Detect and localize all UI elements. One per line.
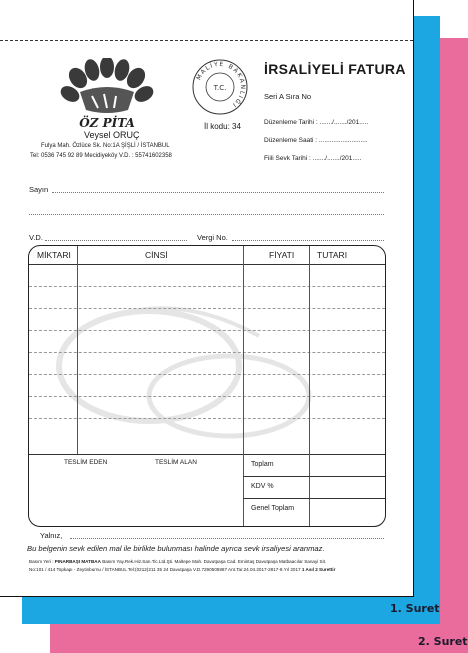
watermark-pita-icon — [29, 246, 385, 526]
received-by-label: TESLİM ALAN — [155, 459, 197, 466]
perforation-line — [0, 40, 413, 41]
table-row[interactable] — [29, 352, 385, 353]
issue-time-field[interactable]: Düzenleme Saati : ........................... — [264, 137, 368, 144]
customer-name-label: Sayın — [29, 185, 49, 194]
province-code: İl kodu: 34 — [204, 122, 241, 131]
vat-label: KDV % — [251, 483, 274, 490]
tax-office-field[interactable] — [45, 240, 187, 241]
amount-in-words-label: Yalnız, — [40, 531, 63, 540]
printer-info-line1: Basım Yeri : PINARBAŞI MATBAA Basım Yay.Rek.Hiz.San.Tic.Ltd.Şti. Maltepe Mah. Davutpaşa Cad. Emintaş Davutpaşa Matbaacılar Sanayi Sit. — [29, 559, 327, 564]
column-divider — [309, 246, 310, 526]
col-description-header: CİNSİ — [145, 250, 168, 260]
stamp-seal-icon — [191, 58, 249, 116]
customer-name-field[interactable] — [52, 192, 384, 193]
table-row[interactable] — [29, 418, 385, 419]
grand-total-label: Genel Toplam — [251, 505, 295, 512]
copy-2-label: 2. Suret — [418, 635, 468, 648]
document-title: İRSALİYELİ FATURA — [264, 61, 406, 77]
amount-in-words-field[interactable] — [70, 538, 384, 539]
company-contact: Tel: 0536 745 92 89 Mecidiyeköy V.D. : 55741602358 — [30, 153, 172, 159]
table-row[interactable] — [29, 396, 385, 397]
body-divider — [29, 454, 385, 455]
delivered-by-label: TESLİM EDEN — [64, 459, 108, 466]
svg-text:ÖZ PİTA: ÖZ PİTA — [79, 116, 135, 130]
dispatch-note: Bu belgenin sevk edilen mal ile birlikte bulunması halinde ayrıca sevk irsaliyesi aranmaz. — [27, 544, 325, 553]
company-logo — [58, 58, 156, 130]
table-row[interactable] — [29, 286, 385, 287]
table-row[interactable] — [29, 330, 385, 331]
totals-divider — [243, 476, 385, 477]
owner-name: Veysel ORUÇ — [84, 130, 140, 140]
svg-text:T.C.: T.C. — [213, 84, 227, 92]
tax-number-field[interactable] — [232, 240, 384, 241]
ship-date-field[interactable]: Fiili Sevk Tarihi : ......./......./201..... — [264, 155, 362, 162]
column-divider — [77, 246, 78, 454]
table-row[interactable] — [29, 308, 385, 309]
header-divider — [29, 264, 385, 265]
column-divider — [243, 246, 244, 526]
issue-date-field[interactable]: Düzenleme Tarihi : ......./......./201..... — [264, 119, 369, 126]
copy-1-label: 1. Suret — [390, 602, 440, 615]
table-row[interactable] — [29, 374, 385, 375]
ministry-stamp — [191, 58, 249, 116]
subtotal-label: Toplam — [251, 461, 274, 468]
printer-info-line2: No:101 / 414 Topkapı - Zeytinburnu / İSTANBUL Tel:(0212)211 35 24 Davutpaşa V.D.7290505987 Ant.Tar.24.04.2017-2817-8.Yıl 2017 1 Asıl 2 Surettir — [29, 567, 336, 572]
svg-text:MALİYE BAKANLIĞI: MALİYE BAKANLIĞI — [195, 60, 247, 109]
items-table — [28, 245, 386, 527]
col-quantity-header: MİKTARI — [37, 250, 71, 260]
bread-basket-icon — [58, 58, 156, 130]
tax-number-label: Vergi No. — [197, 233, 228, 242]
totals-divider — [243, 498, 385, 499]
tax-office-label: V.D. — [29, 233, 43, 242]
col-total-header: TUTARI — [317, 250, 348, 260]
customer-address-field[interactable] — [29, 214, 384, 215]
company-address: Fulya Mah. Özlüce Sk. No:1A ŞİŞLİ / İSTANBUL — [41, 143, 170, 149]
series-number: Seri A Sıra No — [264, 92, 312, 101]
col-price-header: FİYATI — [269, 250, 295, 260]
